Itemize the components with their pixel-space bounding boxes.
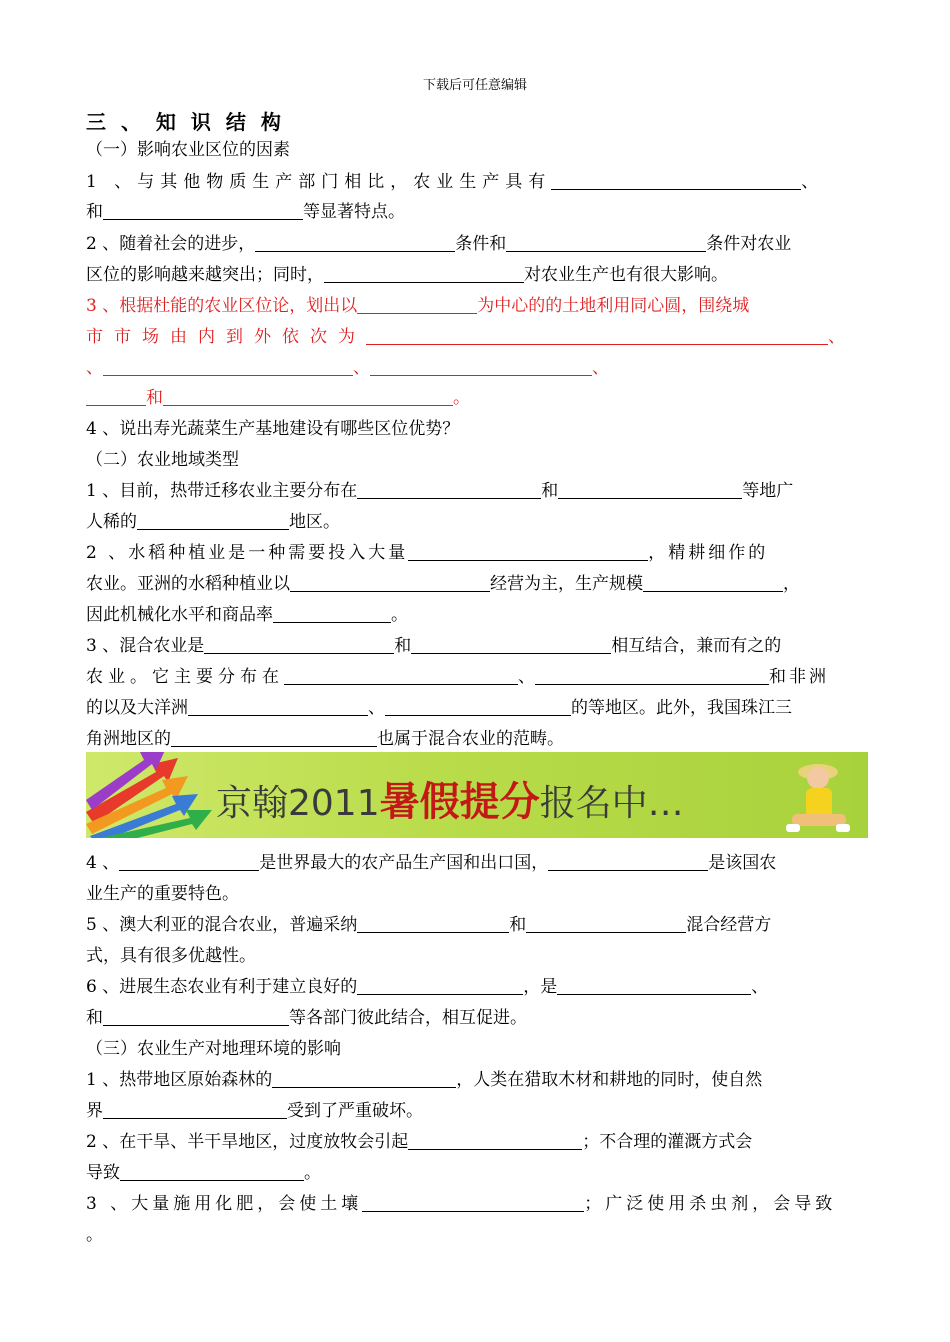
question-line: 因此机械化水平和商品率 。: [86, 601, 866, 629]
answer-blank[interactable]: [506, 231, 706, 252]
banner-text: 京翰2011暑假提分报名中…: [216, 779, 684, 825]
answer-blank[interactable]: [643, 571, 783, 592]
answer-blank[interactable]: [408, 540, 648, 561]
answer-blank[interactable]: [548, 850, 708, 871]
answer-blank[interactable]: [103, 199, 303, 220]
answer-blank[interactable]: [411, 633, 611, 654]
answer-blank[interactable]: [171, 726, 377, 747]
question-line: 2 、在干旱、半干旱地区，过度放牧会引起 ；不合理的灌溉方式会: [86, 1128, 866, 1156]
question-line: 1 、热带地区原始森林的 ，人类在猎取木材和耕地的同时，使自然: [86, 1066, 866, 1094]
answer-blank[interactable]: [362, 1191, 584, 1212]
question-line: 和 等各部门彼此结合，相互促进。: [86, 1004, 866, 1032]
question-line: 1 、目前，热带迁移农业主要分布在 和 等地广: [86, 477, 866, 505]
answer-blank[interactable]: [272, 1067, 456, 1088]
section-heading-3: （三）农业生产对地理环境的影响: [86, 1039, 341, 1059]
answer-blank[interactable]: [137, 509, 289, 530]
question-line: 人稀的 地区。: [86, 508, 866, 536]
answer-blank[interactable]: [103, 355, 353, 376]
answer-blank[interactable]: [357, 293, 477, 314]
question-line: 5 、澳大利亚的混合农业，普遍采纳 和 混合经营方: [86, 911, 866, 939]
question-line: 4 、说出寿光蔬菜生产基地建设有哪些区位优势？: [86, 419, 460, 439]
answer-blank[interactable]: [535, 664, 769, 685]
question-line: 农业。它主要分布在 、 和非洲: [86, 663, 866, 691]
answer-blank[interactable]: [526, 912, 686, 933]
question-line: 6 、进展生态农业有利于建立良好的 ，是 、: [86, 973, 866, 1001]
question-line: 、 、 、: [86, 354, 866, 382]
answer-blank[interactable]: [284, 664, 518, 685]
question-line: 2 、水稻种植业是一种需要投入大量 ，精耕细作的: [86, 539, 866, 567]
colorful-arrows-graphic: [86, 752, 216, 838]
answer-blank[interactable]: [366, 324, 828, 345]
section-heading-2: （二）农业地域类型: [86, 450, 239, 470]
answer-blank[interactable]: [357, 912, 509, 933]
question-line: 1 、与其他物质生产部门相比，农业生产具有 、: [86, 168, 866, 196]
answer-blank[interactable]: [255, 231, 455, 252]
question-line: 市市场由内到外依次为 、: [86, 323, 866, 351]
answer-blank[interactable]: [557, 974, 751, 995]
answer-blank[interactable]: [103, 1005, 289, 1026]
answer-blank[interactable]: [408, 1129, 582, 1150]
page-header: 下载后可任意编辑: [422, 78, 527, 93]
question-line: 3 、混合农业是 和 相互结合，兼而有之的: [86, 632, 866, 660]
question-line: 的以及大洋洲 、 的等地区。此外，我国珠江三: [86, 694, 866, 722]
question-line: 农业。亚洲的水稻种植业以 经营为主，生产规模 ，: [86, 570, 866, 598]
section-heading-1: （一）影响农业区位的因素: [86, 140, 290, 160]
question-line: 和 等显著特点。: [86, 198, 866, 226]
question-line: 和 。: [86, 384, 866, 412]
answer-blank[interactable]: [551, 169, 801, 190]
question-line: 3 、大量施用化肥，会使土壤 ；广泛使用杀虫剂，会导致: [86, 1190, 866, 1218]
answer-blank[interactable]: [290, 571, 490, 592]
answer-blank[interactable]: [357, 974, 523, 995]
question-line: 2 、随着社会的进步， 条件和 条件对农业: [86, 230, 866, 258]
answer-blank[interactable]: [86, 385, 146, 406]
answer-blank[interactable]: [273, 602, 391, 623]
answer-blank[interactable]: [357, 478, 541, 499]
page-title: 三 、 知 识 结 构: [86, 110, 285, 134]
question-line: 3 、根据杜能的农业区位论，划出以 为中心的的土地利用同心圆，围绕城: [86, 292, 866, 320]
promo-banner[interactable]: [86, 752, 868, 838]
child-photo: [778, 752, 868, 838]
answer-blank[interactable]: [103, 1098, 287, 1119]
answer-blank[interactable]: [163, 385, 453, 406]
answer-blank[interactable]: [120, 1160, 304, 1181]
answer-blank[interactable]: [324, 262, 524, 283]
answer-blank[interactable]: [204, 633, 394, 654]
answer-blank[interactable]: [370, 355, 592, 376]
question-line: 式，具有很多优越性。: [86, 946, 256, 966]
question-line: 导致 。: [86, 1159, 866, 1187]
question-line: 。: [86, 1225, 103, 1245]
question-line: 4 、 是世界最大的农产品生产国和出口国， 是该国农: [86, 849, 866, 877]
question-line: 界 受到了严重破坏。: [86, 1097, 866, 1125]
question-line: 区位的影响越来越突出；同时， 对农业生产也有很大影响。: [86, 261, 866, 289]
answer-blank[interactable]: [385, 695, 571, 716]
question-line: 角洲地区的 也属于混合农业的范畴。: [86, 725, 866, 753]
answer-blank[interactable]: [119, 850, 259, 871]
answer-blank[interactable]: [558, 478, 742, 499]
question-line: 业生产的重要特色。: [86, 884, 239, 904]
answer-blank[interactable]: [188, 695, 368, 716]
